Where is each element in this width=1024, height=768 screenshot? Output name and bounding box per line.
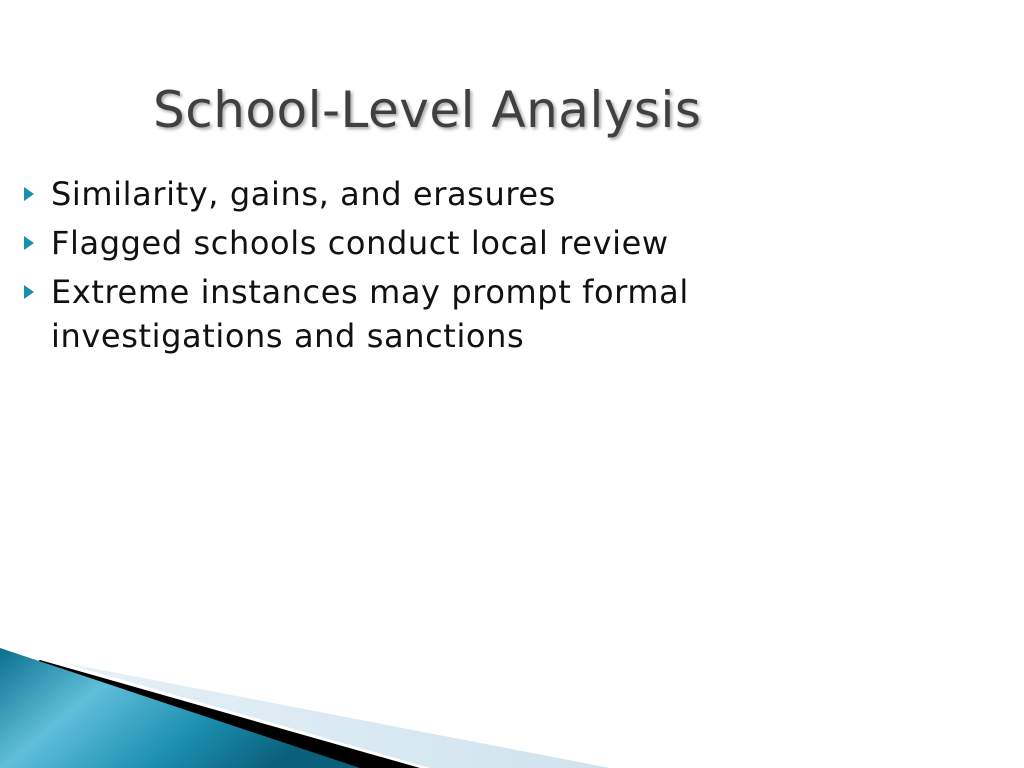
bullet-item (22, 270, 782, 358)
triangle-right-icon (22, 172, 51, 218)
footer-swoosh-decoration (0, 640, 1024, 768)
bullet-text: Extreme instances may prompt formal investigations and sanctions (51, 273, 689, 355)
footer-teal-band (0, 648, 360, 768)
bullet-list (22, 172, 782, 361)
slide-title: School-Level Analysis (153, 81, 702, 139)
triangle-right-icon (22, 221, 51, 267)
bullet-text: Flagged schools conduct local review (51, 224, 669, 262)
bullet-text: Similarity, gains, and erasures (51, 175, 556, 213)
bullet-item (22, 172, 782, 218)
triangle-right-icon (22, 270, 51, 316)
bullet-item (22, 221, 782, 267)
